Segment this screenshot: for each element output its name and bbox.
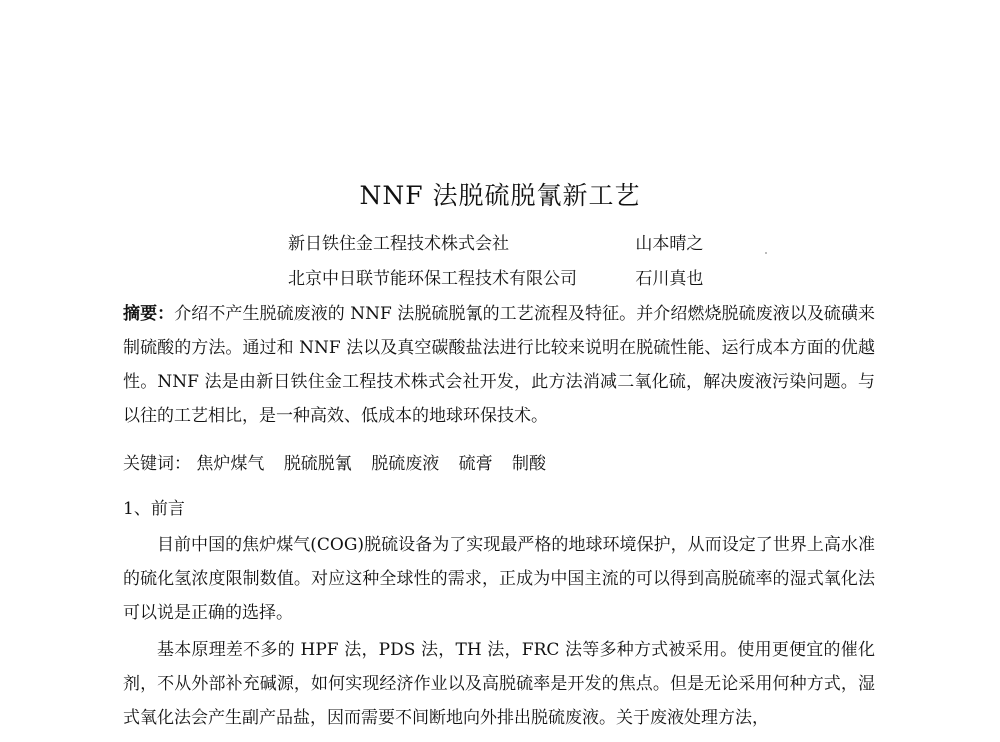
abstract-text: 介绍不产生脱硫废液的 NNF 法脱硫脱氰的工艺流程及特征。并介绍燃烧脱硫废液以及硫磺来制硫酸的方法。通过和 NNF 法以及真空碳酸盐法进行比较来说明在脱硫性能、运行成本方面的优越性。NNF 法是由新日铁住金工程技术株式会社开发，此方法消减二氧化硫，解决废液污染问题。与以往的工艺相比，是一种高效、低成本的地球环保技术。 <box>123 304 876 426</box>
keywords <box>123 449 560 474</box>
keyword: 制酸 <box>512 454 547 474</box>
keyword: 脱硫废液 <box>371 454 440 474</box>
author-row <box>288 264 703 289</box>
section-heading: 1、前言 <box>123 499 185 519</box>
keyword: 脱硫脱氰 <box>283 454 352 474</box>
keyword: 焦炉煤气 <box>196 454 265 474</box>
author-affiliation: 北京中日联节能环保工程技术有限公司 <box>288 269 577 289</box>
keyword: 硫膏 <box>458 454 493 474</box>
paragraph: 目前中国的焦炉煤气(COG)脱硫设备为了实现最严格的地球环境保护，从而设定了世界上高水准的硫化氢浓度限制数值。对应这种全球性的需求，正成为中国主流的可以得到高脱硫率的湿式氧化法可以说是正确的选择。 <box>123 535 875 623</box>
paragraph: 基本原理差不多的 HPF 法，PDS 法，TH 法，FRC 法等多种方式被采用。使用更便宜的催化剂，不从外部补充碱源，如何实现经济作业以及高脱硫率是开发的焦点。但是无论采用何种方式，湿式氧化法会产生副产品盐，因而需要不间断地向外排出脱硫废液。关于废液处理方法， <box>123 640 875 728</box>
author-name: 山本晴之 <box>635 234 704 254</box>
author-name: 石川真也 <box>635 269 704 289</box>
author-affiliation: 新日铁住金工程技术株式会社 <box>288 234 509 254</box>
author-row <box>288 229 703 254</box>
keywords-label: 关键词： <box>123 454 191 474</box>
abstract-label: 摘要： <box>123 304 175 324</box>
scan-speck <box>765 252 767 254</box>
paper-title: NNF 法脱硫脱氰新工艺 <box>359 181 641 210</box>
abstract <box>123 297 875 433</box>
